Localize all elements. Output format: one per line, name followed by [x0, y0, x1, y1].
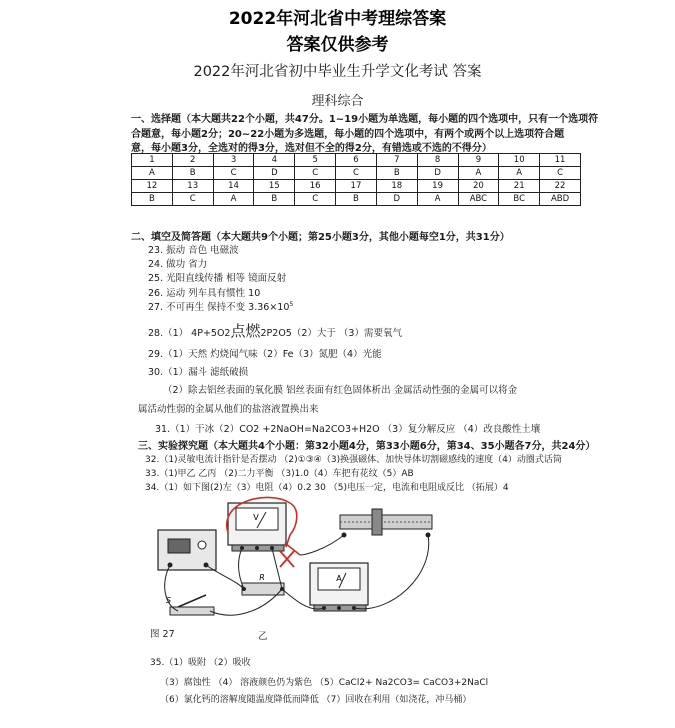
answer-35-line2: （3）腐蚀性 （4） 溶液颜色仍为紫色 （5）CaCl2+ Na2CO3= CaCO3+2NaCl [160, 678, 489, 688]
answer-35-line1: 35.（1）吸附 （2）吸收 [150, 658, 251, 668]
table-cell: 22 [540, 180, 581, 193]
section3-heading: 三、实验探究题（本大题共4个小题：第32小题4分，第33小题6分，第34、35小题各7分，共24分） [138, 441, 596, 452]
section1-heading-line1: 一、选择题（本大题共22个小题，共47分。1~19小题为单选题，每小题的四个选项中，只有一个选项符 [131, 114, 599, 125]
answer-27-text: 27. 不可再生 保持不变 3.36×10 [148, 302, 290, 313]
section1-heading-line2: 合题意，每小题2分；20~22小题为多选题，每小题的四个选项中，有两个或两个以上选项符合题 [131, 129, 565, 140]
answer-26: 26. 运动 列车具有惯性 10 [148, 288, 261, 299]
table-cell: 14 [213, 180, 254, 193]
power-supply [158, 530, 216, 570]
table-cell: 18 [376, 180, 417, 193]
table-cell: 13 [172, 180, 213, 193]
resistor-label: R [259, 573, 265, 582]
answer-24: 24. 做功 省力 [148, 259, 208, 270]
table-cell: B [336, 193, 377, 206]
table-cell: 6 [336, 154, 377, 167]
table-cell: 15 [254, 180, 295, 193]
table-cell: C [172, 193, 213, 206]
section2-heading: 二、填空及简答题（本大题共9个小题；第25小题3分，其他小题每空1分，共31分） [131, 232, 510, 243]
answer-27-exponent: 5 [289, 300, 294, 308]
figure-sublabel: 乙 [258, 631, 268, 642]
table-cell: 20 [458, 180, 499, 193]
slide-rheostat [340, 509, 432, 538]
subject-title: 理科综合 [311, 94, 364, 109]
table-cell: 17 [336, 180, 377, 193]
table-cell: B [254, 193, 295, 206]
table-cell: D [376, 193, 417, 206]
table-row [132, 167, 581, 180]
answer-25: 25. 光阳直线传播 相等 镜面反射 [148, 273, 287, 284]
section1-heading-line3: 意，每小题3分，全选对的得3分，选对但不全的得2分，有错选或不选的不得分） [131, 143, 492, 154]
table-cell: C [295, 167, 336, 180]
circuit-figure [140, 495, 540, 645]
table-cell: 19 [417, 180, 458, 193]
table-cell: A [417, 193, 458, 206]
table-cell: 16 [295, 180, 336, 193]
doc-title: 2022年河北省初中毕业生升学文化考试 答案 [193, 64, 482, 80]
answer-35-line3: （6）氯化钙的溶解度随温度降低而降低 （7）回收在利用（如浇花，冲马桶） [160, 695, 472, 705]
answer-28 [148, 320, 402, 341]
table-cell: 11 [540, 154, 581, 167]
table-cell: A [458, 167, 499, 180]
answer-31: 31.（1）干冰（2）CO2 +2NaOH=Na2CO3+H2O （3）复分解反应 （4）改良酸性土壤 [155, 424, 541, 435]
table-cell: D [254, 167, 295, 180]
table-cell: 2 [172, 154, 213, 167]
table-cell: C [295, 193, 336, 206]
table-cell: 8 [417, 154, 458, 167]
table-cell: C [540, 167, 581, 180]
table-cell: A [132, 167, 173, 180]
main-title: 2022年河北省中考理综答案 [228, 9, 447, 29]
table-cell: 5 [295, 154, 336, 167]
answer-28-part2: 2P2O5（2）大于 （3）需要氧气 [260, 328, 402, 339]
table-cell: 10 [499, 154, 540, 167]
switch [170, 595, 214, 615]
table-cell: ABD [540, 193, 581, 206]
table-cell: ABC [458, 193, 499, 206]
table-cell: 3 [213, 154, 254, 167]
table-cell: 1 [132, 154, 173, 167]
answer-30-line1: 30.（1）漏斗 滤纸破损 [148, 367, 249, 378]
answer-table [131, 153, 581, 206]
answer-27 [148, 299, 293, 313]
answer-30-line2: （2）除去铝丝表面的氧化膜 铝丝表面有红色固体析出 金属活动性强的金属可以将金 [163, 385, 518, 396]
table-cell: D [417, 167, 458, 180]
table-cell: B [172, 167, 213, 180]
answer-30-line3: 属活动性弱的金属从他们的盐溶液置换出来 [138, 404, 319, 415]
answer-23: 23. 振动 音色 电磁波 [148, 245, 239, 256]
ammeter-label: A [336, 574, 342, 583]
table-cell: 9 [458, 154, 499, 167]
answer-33: 33.（1)甲乙 乙丙 （2)二力平衡 （3)1.0（4）车把有花纹（5）AB [145, 469, 414, 479]
answer-28-part1: 28.（1） 4P+5O2 [148, 328, 231, 339]
answer-34: 34.（1）如下图(2)左（3）电阻（4）0.2 30 （5)电压一定，电流和电阻成反比 （拓展）4 [145, 483, 509, 493]
ammeter [310, 563, 368, 611]
sub-title: 答案仅供参考 [286, 35, 389, 55]
table-cell: 21 [499, 180, 540, 193]
table-cell: 7 [376, 154, 417, 167]
table-cell: BC [499, 193, 540, 206]
table-cell: C [336, 167, 377, 180]
figure-label: 图 27 [150, 629, 175, 640]
table-cell: 4 [254, 154, 295, 167]
red-cross-mark [280, 551, 294, 567]
voltmeter [228, 503, 286, 551]
answer-32: 32.（1)灵敏电流计指针是否摆动 （2)①③④（3)换强磁体、加快导体切割磁感线的速度（4）动圈式话筒 [145, 455, 562, 465]
table-row [132, 180, 581, 193]
switch-label: S [166, 596, 172, 605]
table-cell: 12 [132, 180, 173, 193]
answer-29: 29.（1）天然 灼烧闻气味（2）Fe（3）氮肥（4）光能 [148, 349, 382, 360]
table-cell: C [213, 167, 254, 180]
table-row [132, 154, 581, 167]
table-cell: A [499, 167, 540, 180]
table-row [132, 193, 581, 206]
answer-28-condition: 点燃 [230, 322, 261, 340]
table-cell: B [376, 167, 417, 180]
voltmeter-label: V [253, 513, 259, 522]
table-cell: B [132, 193, 173, 206]
table-cell: A [213, 193, 254, 206]
